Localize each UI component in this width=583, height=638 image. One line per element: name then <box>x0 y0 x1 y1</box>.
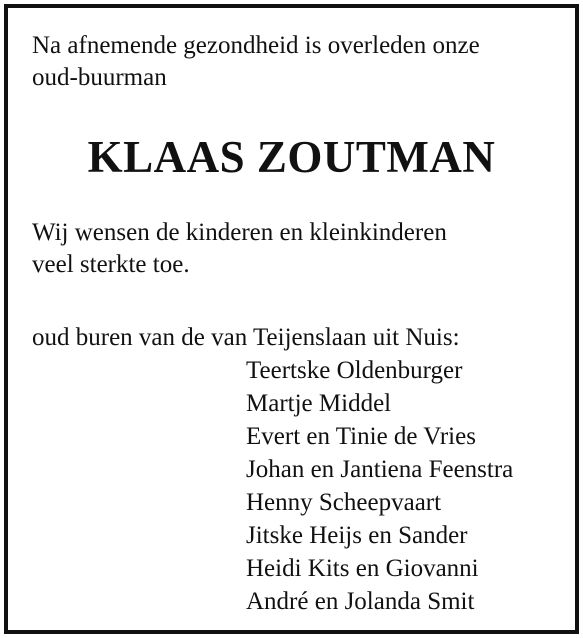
intro-line: Na afnemende gezondheid is overleden onze <box>32 32 480 59</box>
signer-name: Martje Middel <box>246 390 392 417</box>
intro-line: oud-buurman <box>32 64 167 91</box>
signer-name: Henny Scheepvaart <box>246 489 442 516</box>
condolence-text <box>32 217 447 281</box>
signer-name: Evert en Tinie de Vries <box>246 423 476 450</box>
sender-group-line: oud buren van de van Teijenslaan uit Nuis: <box>32 324 460 351</box>
signer-name: Jitske Heijs en Sander <box>246 522 468 549</box>
signer-name: Teertske Oldenburger <box>246 357 463 384</box>
deceased-name: KLAAS ZOUTMAN <box>87 132 496 182</box>
obituary-notice <box>4 4 579 634</box>
condolence-line: veel sterkte toe. <box>32 251 190 278</box>
intro-text <box>32 30 480 94</box>
condolence-line: Wij wensen de kinderen en kleinkinderen <box>32 219 447 246</box>
signer-list <box>246 354 513 618</box>
signer-name: André en Jolanda Smit <box>246 588 475 615</box>
signer-name: Heidi Kits en Giovanni <box>246 555 479 582</box>
signer-name: Johan en Jantiena Feenstra <box>246 456 514 483</box>
